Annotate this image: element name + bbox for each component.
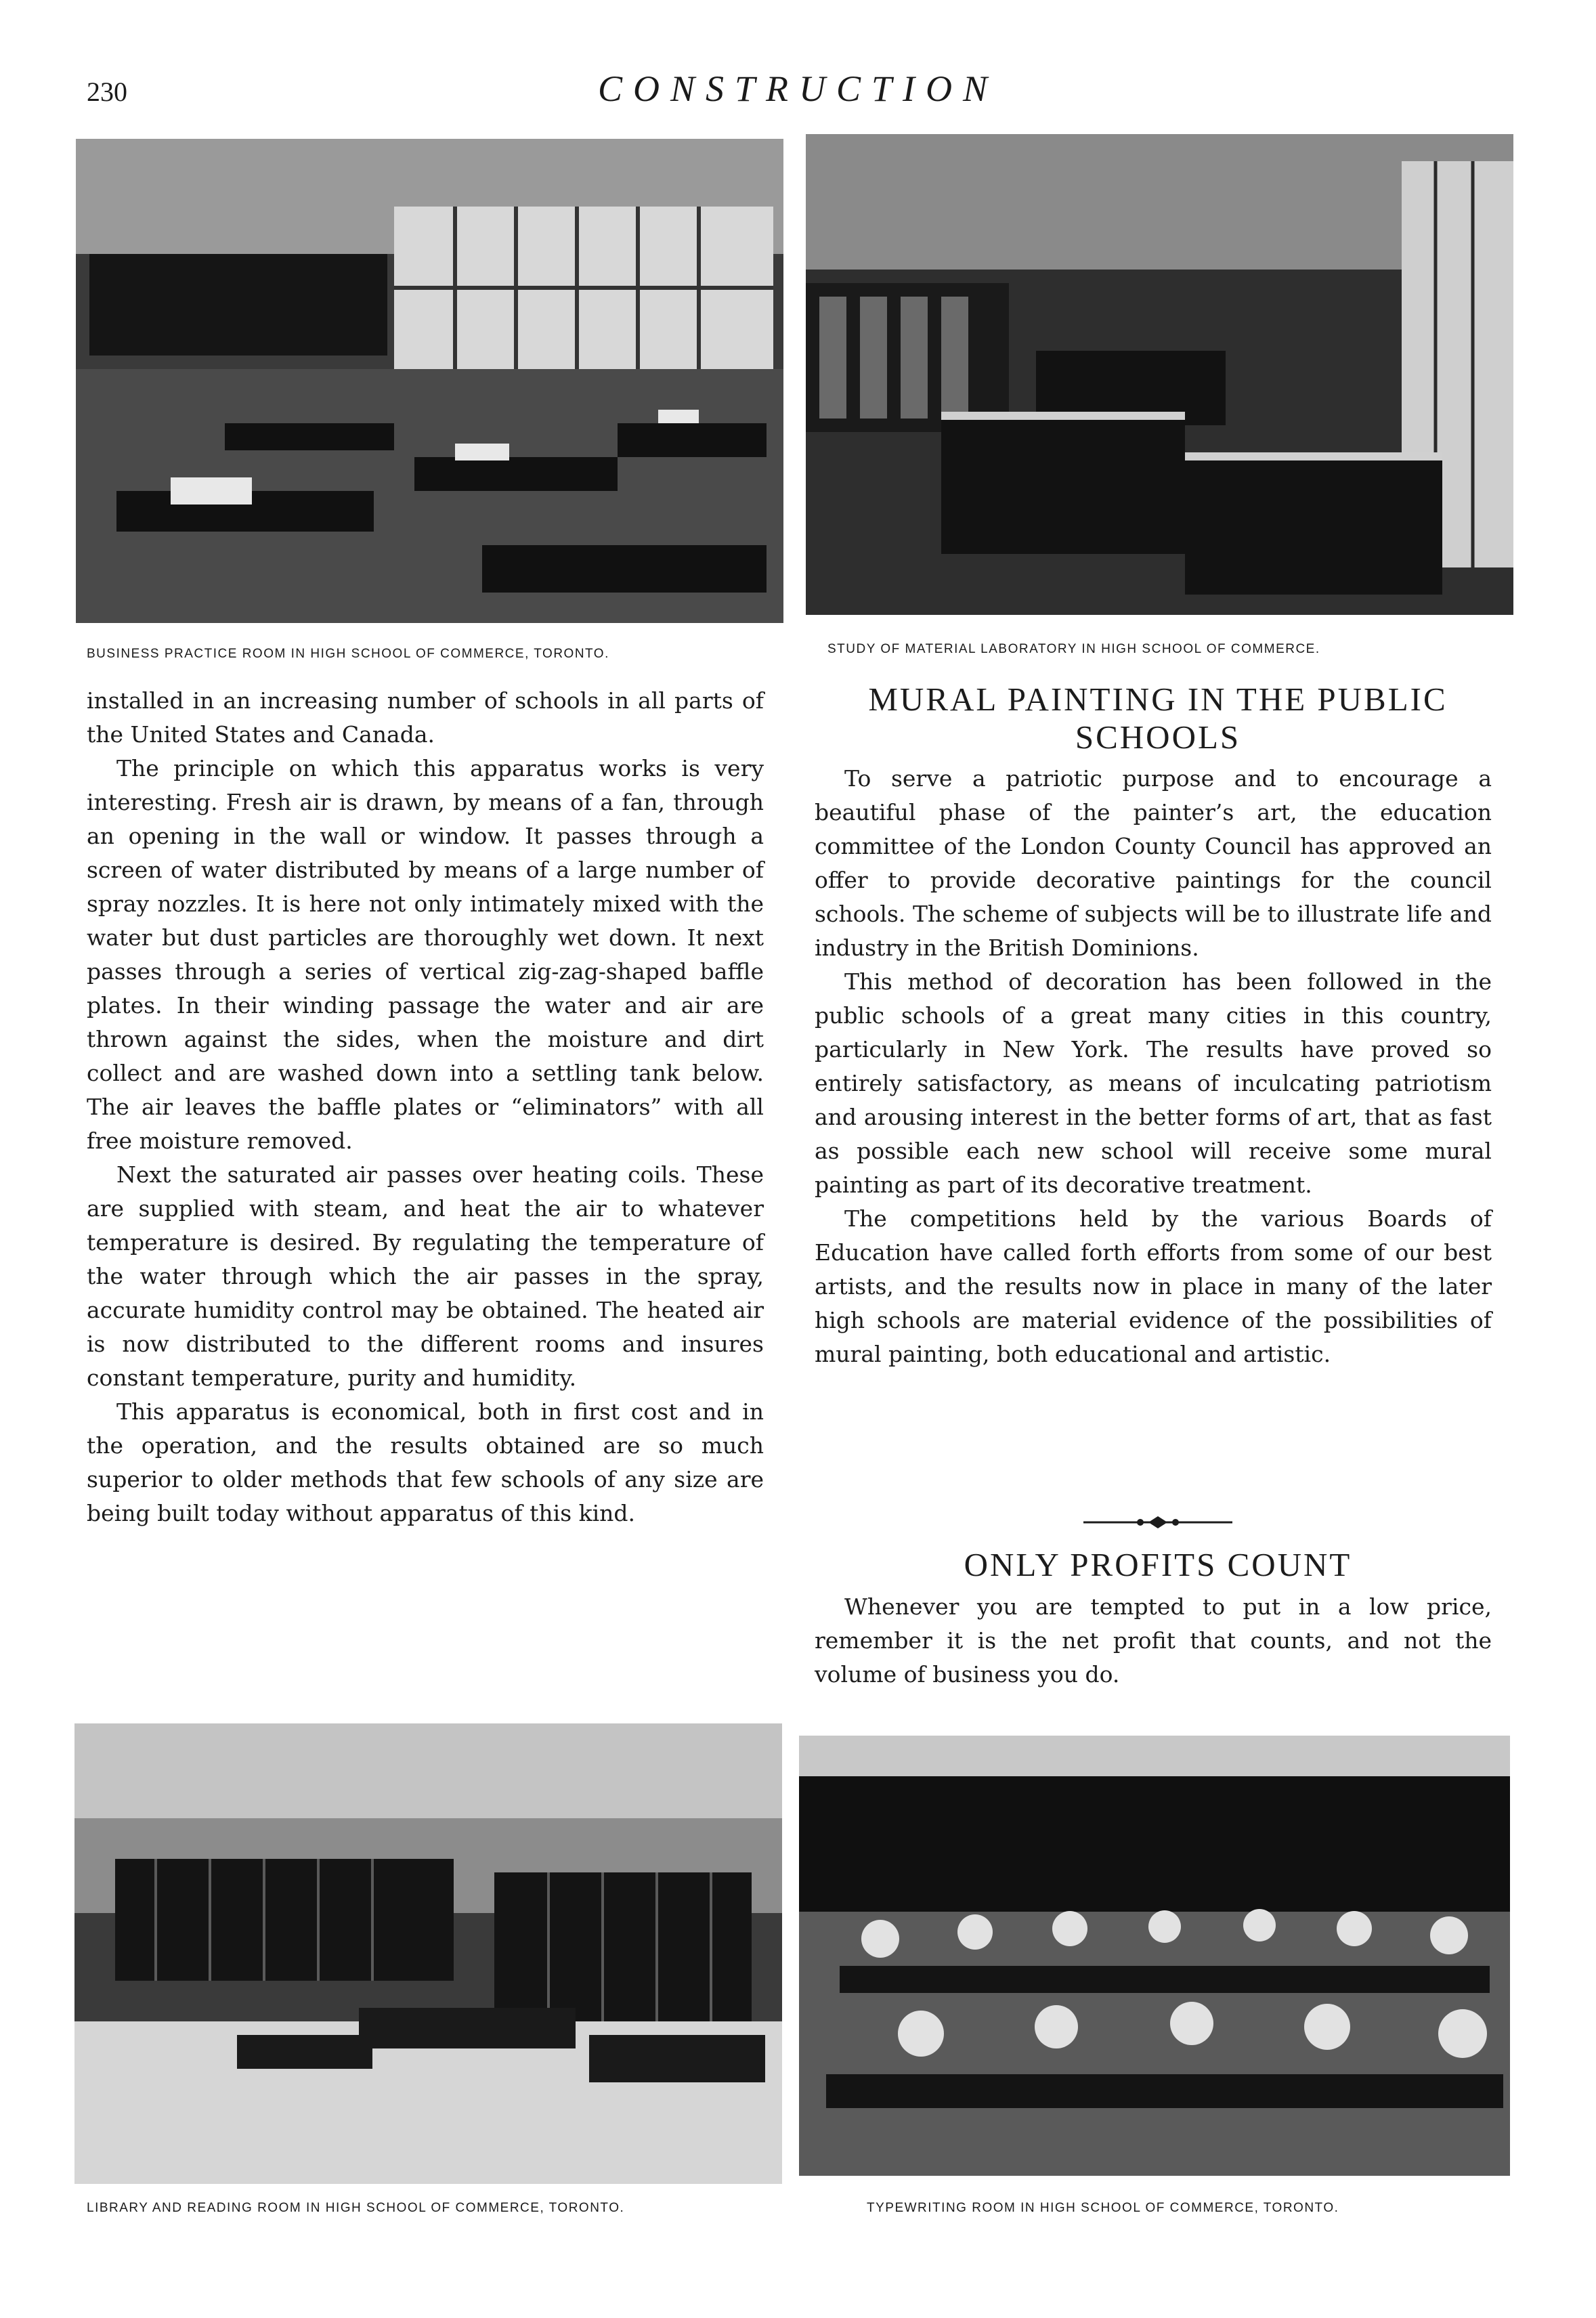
section-divider-ornament [1083,1514,1232,1530]
profits-article-title: ONLY PROFITS COUNT [964,1546,1352,1583]
typewriting-room-photo [799,1736,1510,2176]
mural-article-text [815,762,1492,1371]
material-laboratory-caption: STUDY OF MATERIAL LABORATORY IN HIGH SCHOOL OF COMMERCE. [827,642,1320,656]
library-reading-room-photo [74,1723,782,2184]
left-column-text [87,684,764,1530]
typewriting-room-caption: TYPEWRITING ROOM IN HIGH SCHOOL OF COMMERCE, TORONTO. [867,2201,1339,2215]
page-number: 230 [87,77,127,107]
paragraph: Next the saturated air passes over heating coils. These are supplied with steam, and heat the air to whatever temperature is desired. By regulating the temperature of the water through which the air passes in the spray, accurate humidity control may be obtained. The heated air is now distributed to the different rooms and insures constant temperature, purity and humidity. [87,1161,764,1391]
paragraph: To serve a patriotic purpose and to encourage a beautiful phase of the painter’s art, the education committee of the London County Council has approved an offer to provide decorative paintings for the council schools. The scheme of subjects will be to illustrate life and industry in the British Dominions. [815,765,1492,961]
material-laboratory-photo [806,134,1513,615]
profits-article-text [815,1590,1492,1692]
mural-article-title: MURAL PAINTING IN THE PUBLIC SCHOOLS [868,681,1448,756]
business-practice-room-caption: BUSINESS PRACTICE ROOM IN HIGH SCHOOL OF COMMERCE, TORONTO. [87,647,609,661]
paragraph: This apparatus is economical, both in first cost and in the operation, and the results obtained are so much superior to older methods that few schools of any size are being built today without apparatus of this kind. [87,1398,764,1526]
paragraph: The competitions held by the various Boards of Education have called forth efforts from some of our best artists, and the results now in place in many of the later high schools are material evidence of the possibilities of mural painting, both educational and artistic. [815,1205,1492,1367]
paragraph: This method of decoration has been followed in the public schools of a great many cities in this country, particularly in New York. The results have proved so entirely satisfactory, as means of inculcating patriotism and arousing interest in the better forms of art, that as fast as possible each new school will receive some mural painting as part of its decorative treatment. [815,968,1492,1198]
paragraph: installed in an increasing number of schools in all parts of the United States and Canada. [87,687,764,748]
paragraph: Whenever you are tempted to put in a low price, remember it is the net profit that counts, and not the volume of business you do. [815,1593,1492,1688]
library-reading-room-caption: LIBRARY AND READING ROOM IN HIGH SCHOOL OF COMMERCE, TORONTO. [87,2201,625,2215]
running-head: CONSTRUCTION [597,68,999,109]
business-practice-room-photo [76,139,783,623]
paragraph: The principle on which this apparatus works is very interesting. Fresh air is drawn, by means of a fan, through an opening in the wall or window. It passes through a screen of water distributed by means of a large number of spray nozzles. It is here not only intimately mixed with the water but dust particles are thoroughly wet down. It next passes through a series of vertical zig-zag-shaped baffle plates. In their winding passage the water and air are thrown against the sides, when the moisture and dirt collect and are washed down into a settling tank below. The air leaves the baffle plates or “eliminators” with all free moisture removed. [87,755,764,1154]
